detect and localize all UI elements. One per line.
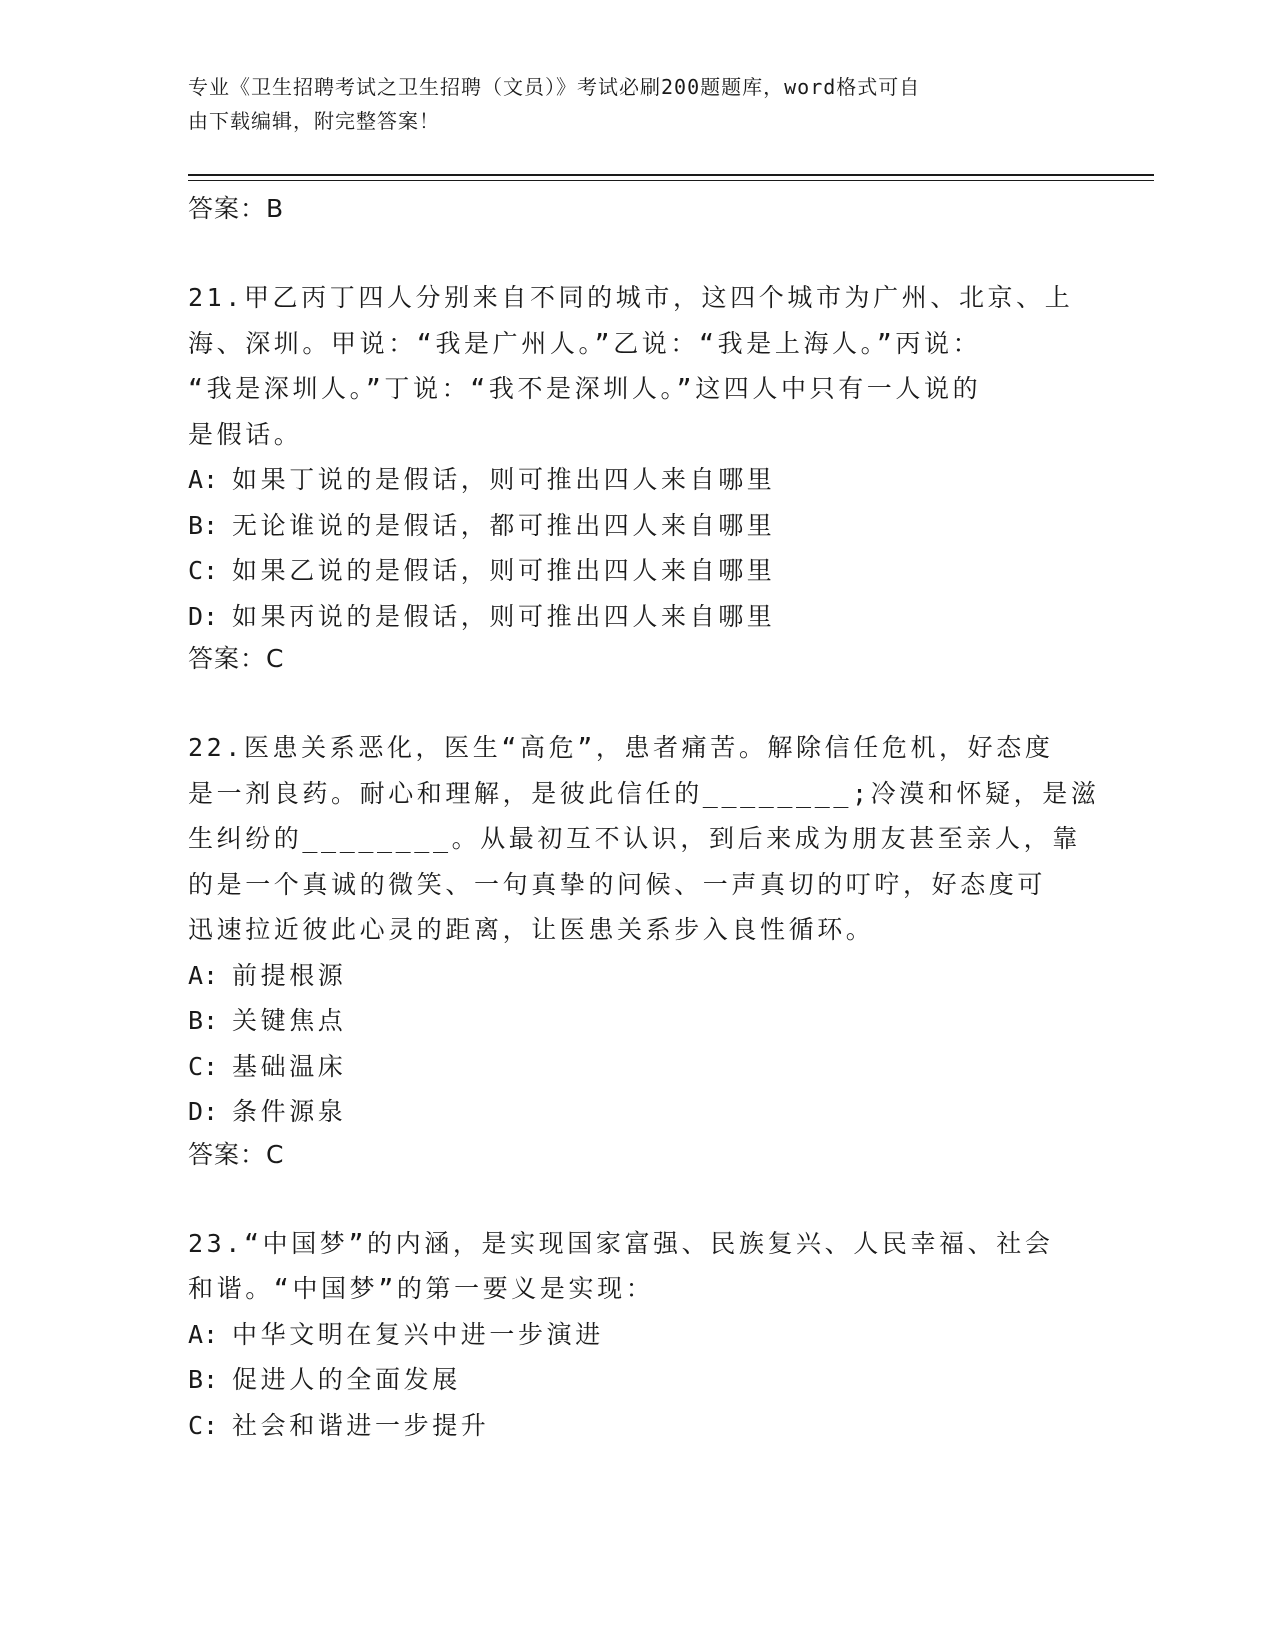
option-letter: B: (188, 1006, 219, 1035)
question-line: 生纠纷的________。从最初互不认识，到后来成为朋友甚至亲人，靠 (188, 824, 1081, 853)
question-21 (188, 275, 1118, 675)
question-text (188, 275, 1118, 457)
option-b (188, 503, 1118, 549)
option-letter: A: (188, 465, 219, 494)
question-text (188, 1221, 1118, 1312)
answer-label: 答案：C (188, 1139, 285, 1169)
option-text: 基础温床 (232, 1051, 347, 1081)
header-line-2: 由下载编辑，附完整答案！ (188, 109, 440, 133)
question-22 (188, 725, 1118, 1171)
question-line: “我是深圳人。”丁说：“我不是深圳人。”这四人中只有一人说的 (188, 374, 982, 403)
question-line: 海、深圳。甲说：“我是广州人。”乙说：“我是上海人。”丙说： (188, 328, 982, 358)
question-23 (188, 1221, 1118, 1449)
question-line: 22.医患关系恶化，医生“高危”，患者痛苦。解除信任危机，好态度 (188, 733, 1054, 762)
option-c (188, 1403, 1118, 1449)
option-letter: B: (188, 1365, 219, 1394)
question-line: 21.甲乙丙丁四人分别来自不同的城市，这四个城市为广州、北京、上 (188, 283, 1074, 312)
option-text: 如果丙说的是假话，则可推出四人来自哪里 (232, 601, 776, 631)
option-letter: B: (188, 510, 219, 540)
option-d (188, 1089, 1118, 1135)
option-text: 如果丁说的是假话，则可推出四人来自哪里 (232, 465, 776, 494)
answer-label: 答案：C (188, 644, 285, 673)
option-b (188, 998, 1118, 1044)
document-header (188, 70, 1118, 138)
option-text: 条件源泉 (232, 1097, 347, 1126)
option-c (188, 1044, 1118, 1090)
option-d (188, 594, 1118, 640)
option-b (188, 1357, 1118, 1403)
question-line: 和谐。“中国梦”的第一要义是实现： (188, 1274, 655, 1303)
question-line: 迅速拉近彼此心灵的距离，让医患关系步入良性循环。 (188, 915, 875, 944)
option-letter: D: (188, 601, 219, 631)
option-text: 如果乙说的是假话，则可推出四人来自哪里 (232, 556, 776, 585)
header-divider (188, 174, 1154, 181)
option-letter: C: (188, 556, 219, 585)
option-letter: A: (188, 960, 219, 990)
option-list (188, 1312, 1118, 1449)
option-letter: D: (188, 1097, 219, 1126)
question-line: 是假话。 (188, 419, 303, 449)
document-page (188, 70, 1118, 1448)
question-line: 是一剂良药。耐心和理解，是彼此信任的________;冷漠和怀疑，是滋 (188, 778, 1100, 808)
option-text: 无论谁说的是假话，都可推出四人来自哪里 (232, 510, 776, 540)
option-letter: A: (188, 1319, 219, 1349)
option-a (188, 457, 1118, 503)
question-line: 的是一个真诚的微笑、一句真挚的问候、一声真切的叮咛，好态度可 (188, 869, 1047, 899)
option-text: 关键焦点 (232, 1006, 347, 1035)
header-line-1: 专业《卫生招聘考试之卫生招聘（文员）》考试必刷200题题库，word格式可自 (188, 75, 921, 99)
question-line: 23.“中国梦”的内涵，是实现国家富强、民族复兴、人民幸福、社会 (188, 1228, 1054, 1258)
question-text (188, 725, 1118, 953)
option-a (188, 953, 1118, 999)
option-c (188, 548, 1118, 594)
option-a (188, 1312, 1118, 1358)
option-text: 社会和谐进一步提升 (232, 1410, 490, 1440)
option-list (188, 457, 1118, 639)
previous-answer: 答案：B (188, 194, 285, 223)
option-text: 前提根源 (232, 960, 347, 990)
option-text: 中华文明在复兴中进一步演进 (232, 1319, 604, 1349)
option-list (188, 953, 1118, 1135)
option-letter: C: (188, 1051, 219, 1081)
option-text: 促进人的全面发展 (232, 1365, 461, 1394)
option-letter: C: (188, 1410, 219, 1440)
